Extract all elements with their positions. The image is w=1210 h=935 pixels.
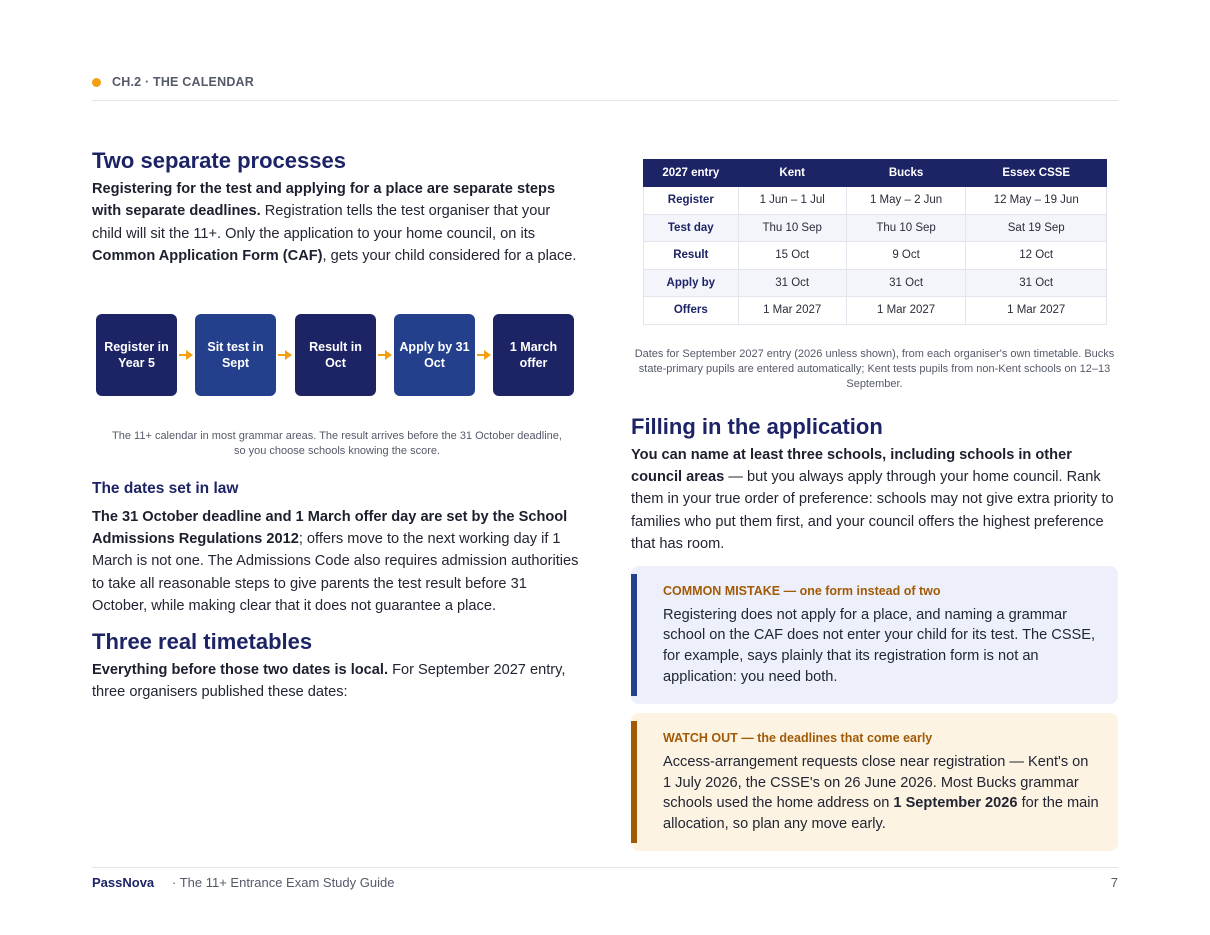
table-row (644, 269, 1107, 297)
caf-bold: Common Application Form (CAF) (92, 248, 323, 265)
common-mistake-title: COMMON MISTAKE — one form instead of two (663, 583, 941, 598)
application-paragraph (631, 444, 1118, 556)
section-title-dates-law: The dates set in law (92, 479, 239, 497)
footer-brand: PassNova (92, 875, 155, 890)
table-row-label: Apply by (644, 269, 739, 297)
processes-text-2: , gets your child considered for a place. (322, 248, 577, 265)
table-row-label: Test day (644, 214, 739, 242)
table-header: Kent (738, 160, 846, 187)
flow-arrow-icon (179, 349, 193, 361)
timetables-text: For September 2027 entry, three organisers published these dates: (92, 661, 566, 701)
flow-arrow-icon (278, 349, 292, 361)
right-column (631, 159, 1118, 851)
dates-law-text: ; offers move to the next working day if 1 March is not one. The Admissions Code also requires admission authorities to take all reasonable steps to give parents the test result before 31 October, while making clear that it does not guarantee a place. (92, 531, 579, 615)
left-column (92, 147, 582, 703)
timetables-bold: Everything before those two dates is local. (92, 661, 389, 678)
table-cell: 1 Jun – 1 Jul (738, 187, 846, 215)
table-cell: 9 Oct (846, 242, 966, 270)
processes-bold: Registering for the test and applying for a place are separate steps with separate deadlines. (92, 181, 556, 220)
table-cell: 31 Oct (966, 269, 1107, 297)
flow-step-result: Result in Oct (295, 314, 376, 396)
table-header: Essex CSSE (966, 160, 1107, 187)
table-row (644, 187, 1107, 215)
table-cell: 12 Oct (966, 242, 1107, 270)
common-mistake-callout (631, 566, 1118, 704)
table-cell: Thu 10 Sep (738, 214, 846, 242)
table-cell: 31 Oct (846, 269, 966, 297)
table-row-label: Register (644, 187, 739, 215)
dates-law-paragraph (92, 506, 582, 618)
table-cell: 1 Mar 2027 (966, 297, 1107, 325)
table-row-label: Result (644, 242, 739, 270)
watch-out-callout (631, 713, 1118, 851)
common-mistake-text: Registering does not apply for a place, and naming a grammar school on the CAF does not enter your child for its test. The CSSE, for example, says plainly that its registration form is not an application: you need both. (663, 606, 1096, 685)
flow-arrow-icon (378, 349, 392, 361)
page-header (92, 74, 1118, 101)
watch-out-text-2: for the main allocation, so plan any move early. (663, 795, 1099, 833)
watch-out-bold: 1 September 2026 (893, 795, 1018, 812)
table-cell: 1 May – 2 Jun (846, 187, 966, 215)
watch-out-text-1: Access-arrangement requests close near registration — Kent's on 1 July 2026, the CSSE's on 26 June 2026. Most Bucks grammar schools used the home address on (663, 753, 1089, 812)
application-bold: You can name at least three schools, including schools in other council areas (631, 446, 1072, 485)
section-title-timetables: Three real timetables (92, 628, 313, 654)
table-row (644, 242, 1107, 270)
chapter-label: CH.2 · THE CALENDAR (112, 75, 254, 89)
watch-out-text (663, 752, 1100, 835)
table-header-row (644, 160, 1107, 187)
table-caption: Dates for September 2027 entry (2026 unless shown), from each organiser's own timetable. Bucks state-primary pupils are entered automatically; Kent tests pupils from non-Kent schools on 12–13 September. (634, 347, 1115, 390)
table-cell: 15 Oct (738, 242, 846, 270)
callout-accent-bar (631, 721, 637, 843)
table-cell: 1 Mar 2027 (738, 297, 846, 325)
chapter-dot-icon (92, 78, 101, 87)
section-title-application: Filling in the application (631, 413, 883, 439)
page-footer (92, 867, 1118, 897)
table-cell: 1 Mar 2027 (846, 297, 966, 325)
flow-caption: The 11+ calendar in most grammar areas. The result arrives before the 31 October deadline, so you choose schools knowing the score. (112, 429, 562, 457)
table-cell: 31 Oct (738, 269, 846, 297)
table-cell: 12 May – 19 Jun (966, 187, 1107, 215)
timetable-table (643, 159, 1107, 325)
processes-text-1: Registration tells the test organiser that your child will sit the 11+. Only the application to your home council, on its (92, 203, 551, 242)
dates-law-bold: The 31 October deadline and 1 March offer day are set by the School Admissions Regulations 2012 (92, 508, 568, 548)
table-row-label: Offers (644, 297, 739, 325)
watch-out-title: WATCH OUT — the deadlines that come early (663, 730, 933, 745)
flow-step-sit-test: Sit test in Sept (195, 314, 276, 396)
calendar-flow (92, 314, 582, 396)
callout-accent-bar (631, 574, 637, 696)
table-row (644, 297, 1107, 325)
footer-guide-title: · The 11+ Entrance Exam Study Guide (172, 875, 395, 890)
flow-arrow-icon (477, 349, 491, 361)
table-row (644, 214, 1107, 242)
flow-step-apply: Apply by 31 Oct (394, 314, 475, 396)
table-header: Bucks (846, 160, 966, 187)
application-text: — but you always apply through your home council. Rank them in your true order of preference: schools may not give extra priority to families who put them first, and your council offers the highest preference that has room. (631, 468, 1114, 553)
section-title-processes: Two separate processes (92, 148, 346, 173)
flow-step-register: Register in Year 5 (96, 314, 177, 396)
timetables-paragraph (92, 659, 582, 704)
flow-step-offer: 1 March offer (493, 314, 574, 396)
page-number: 7 (1110, 875, 1118, 890)
table-cell: Sat 19 Sep (966, 214, 1107, 242)
table-cell: Thu 10 Sep (846, 214, 966, 242)
processes-paragraph (92, 178, 582, 268)
table-header: 2027 entry (644, 160, 739, 187)
